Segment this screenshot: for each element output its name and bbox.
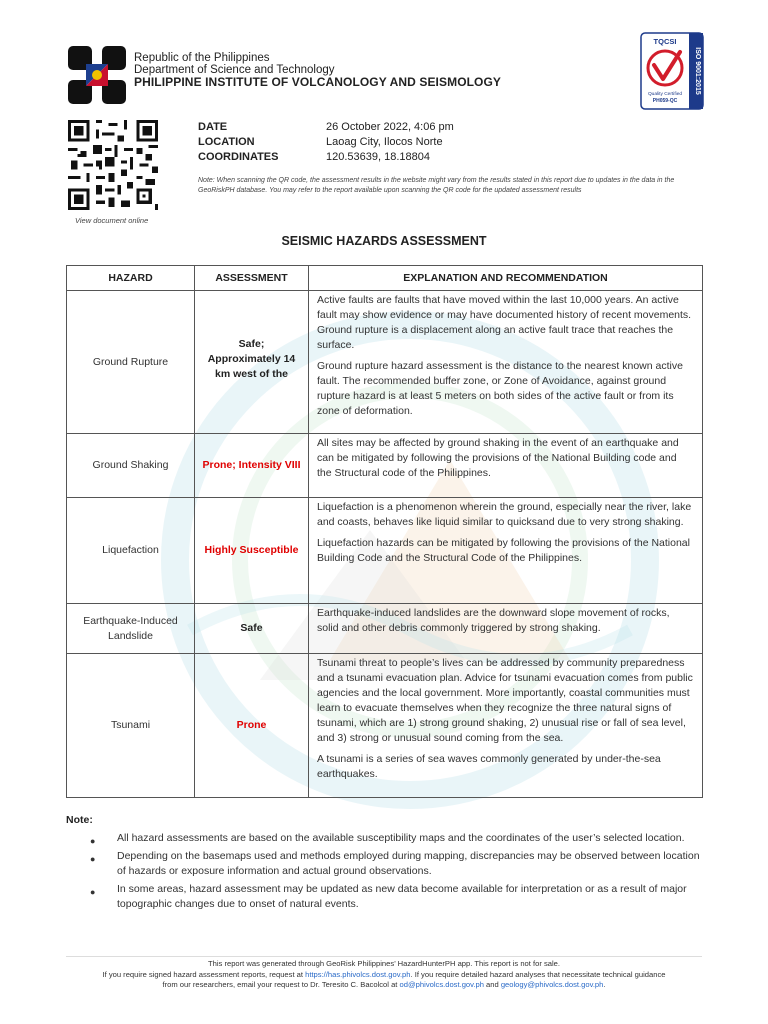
explanation-cell (309, 291, 703, 434)
agency-line-department: Department of Science and Technology (134, 64, 335, 76)
report-title: SEISMIC HAZARDS ASSESSMENT (281, 234, 487, 248)
agency-line-republic: Republic of the Philippines (134, 52, 270, 64)
agency-line-institute: PHILIPPINE INSTITUTE OF VOLCANOLOGY AND SEISMOLOGY (134, 75, 502, 89)
assessment-cell (195, 291, 309, 434)
report-metadata (198, 121, 454, 166)
assessment-cell: Safe (195, 604, 309, 654)
footer-divider (66, 956, 702, 957)
notes-list (90, 831, 702, 915)
view-document-online-link[interactable]: View document online (75, 216, 149, 225)
coordinates-row (198, 151, 454, 166)
hazard-assessment-request-link[interactable]: https://has.phivolcs.dost.gov.ph (305, 969, 411, 979)
footer-line-2 (40, 970, 728, 981)
assessment-cell: Prone (195, 654, 309, 798)
explanation-cell (309, 604, 703, 654)
qr-code-icon[interactable] (68, 120, 158, 210)
svg-text:ISO 9001:2015: ISO 9001:2015 (694, 47, 701, 95)
table-row-earthquake-induced-landslide (67, 604, 703, 654)
footer-line-3 (40, 980, 728, 991)
date-row (198, 121, 454, 136)
iso-certification-badge-icon (640, 32, 704, 110)
hazard-cell: Ground Shaking (67, 434, 195, 498)
note-text: All hazard assessments are based on the available susceptibility maps and the coordinates of the user’s selected location. (117, 832, 685, 844)
footer-text: from our researchers, email your request to Dr. Teresito C. Bacolcol at (162, 980, 400, 989)
location-row (198, 136, 454, 151)
geology-email-link[interactable]: geology@phivolcs.dost.gov.ph (500, 980, 604, 989)
bullet-icon: ● (90, 854, 96, 864)
hazard-assessment-table (66, 265, 703, 798)
list-item (90, 831, 702, 846)
hazard-cell: Tsunami (67, 654, 195, 798)
table-header-row (67, 266, 703, 291)
explanation-paragraph: Earthquake-induced landslides are the downward slope movement of rocks, solid and other debris commonly triggered by strong shaking. (317, 607, 670, 634)
phivolcs-logo-icon (66, 44, 128, 106)
agency-name (134, 52, 501, 88)
hazard-cell: Ground Rupture (67, 291, 195, 434)
notes-heading: Note: (66, 814, 93, 826)
table-row-tsunami (67, 654, 703, 798)
svg-text:TQCSI: TQCSI (653, 37, 677, 46)
explanation-paragraph: Active faults are faults that have moved within the last 10,000 years. An active fault may show evidence or may have documented history of recent movements. Ground rupture is a displacement along an active fault trace that reaches the surface. (317, 294, 692, 351)
date-value: 26 October 2022, 4:06 pm (326, 121, 454, 133)
explanation-paragraph: Liquefaction hazards can be mitigated by following the provisions of the National Building Code and the Structural Code of the Philippines. (317, 537, 690, 564)
svg-text:Quality Certified: Quality Certified (647, 92, 683, 97)
assessment-text: Safe; Approximately 14 km west of the (207, 338, 296, 380)
date-label: DATE (198, 121, 228, 133)
footer-text: . (603, 980, 606, 989)
bullet-icon: ● (90, 836, 96, 846)
explanation-paragraph: Liquefaction is a phenomenon wherein the ground, especially near the river, lake and coasts, behaves like liquid similar to quicksand due to very strong shaking. (317, 501, 692, 528)
explanation-paragraph: All sites may be affected by ground shaking in the event of an earthquake and can be mitigated by following the provisions of the National Building code and the Structural code of the Philippines. (317, 437, 679, 479)
footer-text: and (483, 980, 501, 989)
note-text: In some areas, hazard assessment may be updated as new data become available for interpretation or as a result of major topographic changes due to onset of natural events. (117, 883, 687, 910)
bullet-icon: ● (90, 887, 96, 897)
explanation-paragraph: Ground rupture hazard assessment is the distance to the nearest known active fault. The recommended buffer zone, or Zone of Avoidance, against ground rupture hazard is at least 5 meters on both sides of the active fault or from its zone of deformation. (317, 360, 683, 417)
explanation-cell (309, 434, 703, 498)
table-row-liquefaction (67, 498, 703, 604)
table-row-ground-shaking (67, 434, 703, 498)
explanation-paragraph: A tsunami is a series of sea waves commonly generated by under-the-sea earthquakes. (317, 753, 661, 780)
footer-text: If you require signed hazard assessment reports, request at (102, 969, 306, 979)
hazard-cell: Liquefaction (67, 498, 195, 604)
hazard-cell: Earthquake-Induced Landslide (67, 604, 195, 654)
explanation-cell (309, 654, 703, 798)
footer-line-1: This report was generated through GeoRisk Philippines’ HazardHunterPH app. This report is not for sale. (207, 959, 561, 968)
list-item (90, 849, 702, 879)
column-header-assessment: ASSESSMENT (195, 266, 309, 291)
location-value: Laoag City, Ilocos Norte (326, 136, 443, 148)
list-item (90, 882, 702, 912)
footer-text: . If you require detailed hazard analyses that necessitate technical guidance (410, 969, 666, 979)
od-email-link[interactable]: od@phivolcs.dost.gov.ph (399, 980, 484, 989)
assessment-cell: Highly Susceptible (195, 498, 309, 604)
column-header-hazard: HAZARD (67, 266, 195, 291)
explanation-cell (309, 498, 703, 604)
qr-disclaimer-note: Note: When scanning the QR code, the assessment results in the website might vary from the results stated in this report due to updates in the data in the GeoRiskPH database. You may refer to the report available upon scanning the QR code for the updated assessment results (198, 177, 675, 194)
note-text: Depending on the basemaps used and methods employed during mapping, discrepancies may be observed between location of hazards or exposure information and actual ground observations. (117, 850, 700, 877)
coordinates-value: 120.53639, 18.18804 (326, 151, 430, 163)
location-label: LOCATION (198, 136, 255, 148)
column-header-explanation: EXPLANATION AND RECOMMENDATION (309, 266, 703, 291)
svg-text:PH059-QC: PH059-QC (652, 98, 678, 104)
explanation-paragraph: Tsunami threat to people’s lives can be addressed by community preparedness and a tsunami evacuation plan. Advice for tsunami evacuation comes from public agencies and the local government. More importantly, coastal communities must learn to evacuate themselves when they recognize the three natural signs of tsunami, which are 1) strong ground shaking, 2) unusual rise or fall of sea level, and 3) strong or unusual sound coming from the sea. (317, 657, 693, 744)
report-footer (40, 959, 728, 991)
assessment-cell: Prone; Intensity VIII (195, 434, 309, 498)
table-row-ground-rupture (67, 291, 703, 434)
coordinates-label: COORDINATES (198, 151, 279, 163)
